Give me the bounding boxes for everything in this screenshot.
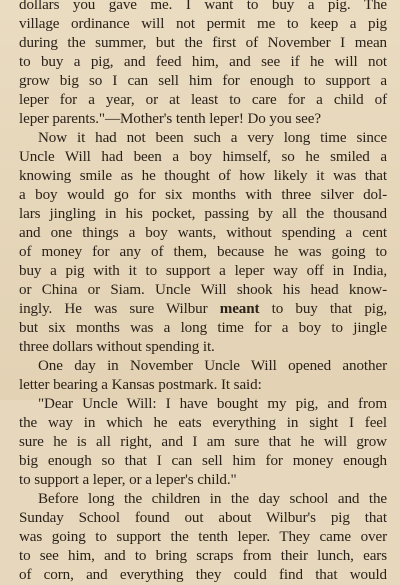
text-line: big enough so that I can sell him for money enough [19,453,387,469]
text-line: buy a pig with it to support a leper way off in India, [19,263,387,279]
text-line: or China or Siam. Uncle Will shook his head know- [19,282,387,298]
text-line: leper for a year, or at least to care for a child of [19,92,387,108]
text-line [19,300,387,319]
text-line: a boy would go for six months with three silver dol- [19,187,387,203]
emphasized-word: meant [219,301,260,317]
text-line: during the summer, but the first of November I mean [19,35,387,51]
text-line: three dollars without spending it. [19,339,215,355]
line-segment: ingly. He was sure Wilbur [19,301,208,317]
text-line: village ordinance will not permit me to keep a pig [19,16,387,32]
text-line: of corn, and everything they could find that would [19,567,387,583]
text-line: dollars you gave me. I want to buy a pig. The [19,0,387,13]
text-line: but six months was a long time for a boy to jingle [19,320,387,336]
text-line: lars jingling in his pocket, passing by all the thousand [19,206,387,222]
text-line: the way in which he eats everything in sight I feel [19,415,387,431]
text-line: Uncle Will had been a boy himself, so he smiled a [19,149,387,165]
text-line: and one things a boy wants, without spending a cent [19,225,387,241]
paragraph-first-line: "Dear Uncle Will: I have bought my pig, and from [38,396,387,412]
text-line: Sunday School found out about Wilbur's pig that [19,510,387,526]
text-line: to buy a pig, and feed him, and see if he will not [19,54,387,70]
text-line: letter bearing a Kansas postmark. It said: [19,377,262,393]
text-line: to support a leper, or a leper's child." [19,472,237,488]
text-line: was going to support the tenth leper. They came over [19,529,387,545]
text-line: grow big so I can sell him for enough to support a [19,73,387,89]
text-line: leper parents."—Mother's tenth leper! Do you see? [19,111,321,127]
line-segment: to buy that pig, [271,301,387,317]
paragraph-first-line: Before long the children in the day school and the [38,491,387,507]
text-line: knowing smile as he thought of how likely it was that [19,168,387,184]
text-line: sure he is all right, and I am sure that he will grow [19,434,387,450]
paragraph-first-line: Now it had not been such a very long time since [38,130,387,146]
text-line: to see him, and to bring scraps from their lunch, ears [19,548,387,564]
paragraph-first-line: One day in November Uncle Will opened another [38,358,387,374]
text-line: of money for any of them, because he was going to [19,244,387,260]
